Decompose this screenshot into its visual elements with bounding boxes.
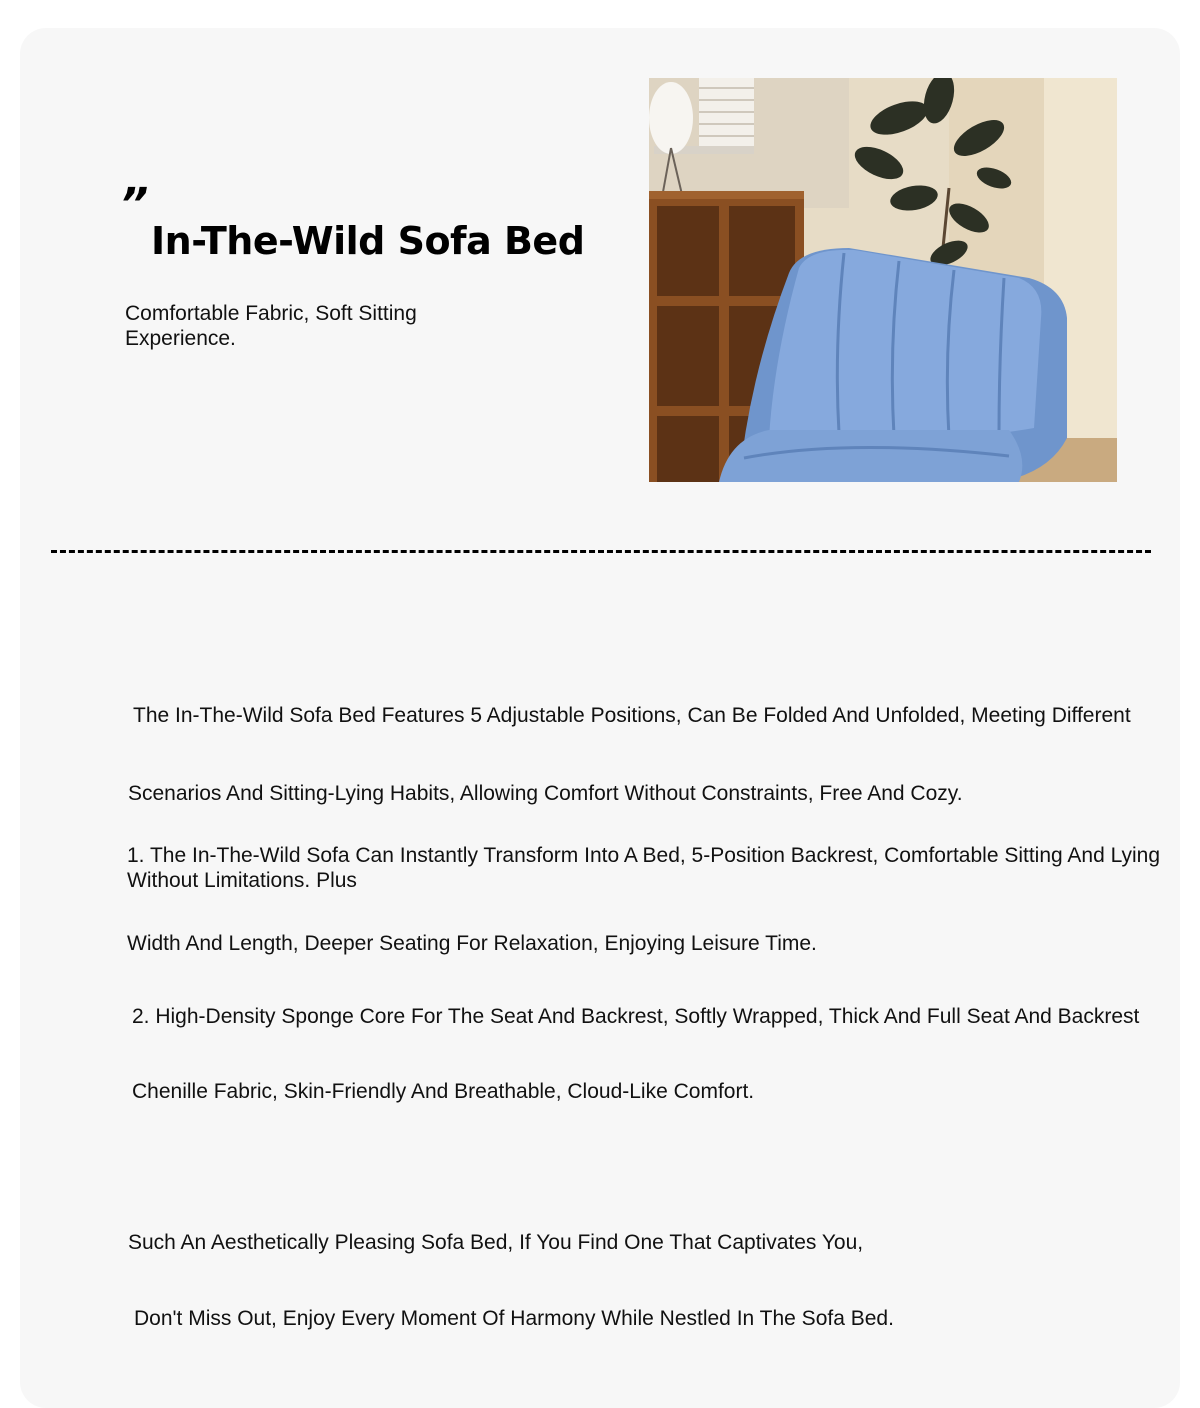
closing-line-1: Such An Aesthetically Pleasing Sofa Bed, If You Find One That Captivates You,	[128, 1231, 864, 1254]
description-point-2-line-1: 2. High-Density Sponge Core For The Seat And Backrest, Softly Wrapped, Thick And Full Seat And Backrest	[132, 1005, 1140, 1028]
description-point-1-line-2: Width And Length, Deeper Seating For Relaxation, Enjoying Leisure Time.	[127, 932, 817, 955]
closing-line-2: Don't Miss Out, Enjoy Every Moment Of Harmony While Nestled In The Sofa Bed.	[134, 1307, 894, 1330]
page-title: In-The-Wild Sofa Bed	[151, 219, 585, 263]
quote-mark: ”	[120, 179, 149, 230]
page-subtitle: Comfortable Fabric, Soft Sitting Experience.	[125, 302, 417, 350]
description-intro-line-2: Scenarios And Sitting-Lying Habits, Allowing Comfort Without Constraints, Free And Cozy.	[128, 782, 963, 805]
sofa-bed-photo	[649, 78, 1117, 482]
dashed-divider	[51, 550, 1151, 553]
description-point-1-line-1: 1. The In-The-Wild Sofa Can Instantly Transform Into A Bed, 5-Position Backrest, Comfortable Sitting And Lying Without Limitations. Plus	[127, 844, 1161, 892]
description-intro-line-1: The In-The-Wild Sofa Bed Features 5 Adjustable Positions, Can Be Folded And Unfolded, Meeting Different	[133, 704, 1131, 727]
description-point-2-line-2: Chenille Fabric, Skin-Friendly And Breathable, Cloud-Like Comfort.	[132, 1080, 755, 1103]
